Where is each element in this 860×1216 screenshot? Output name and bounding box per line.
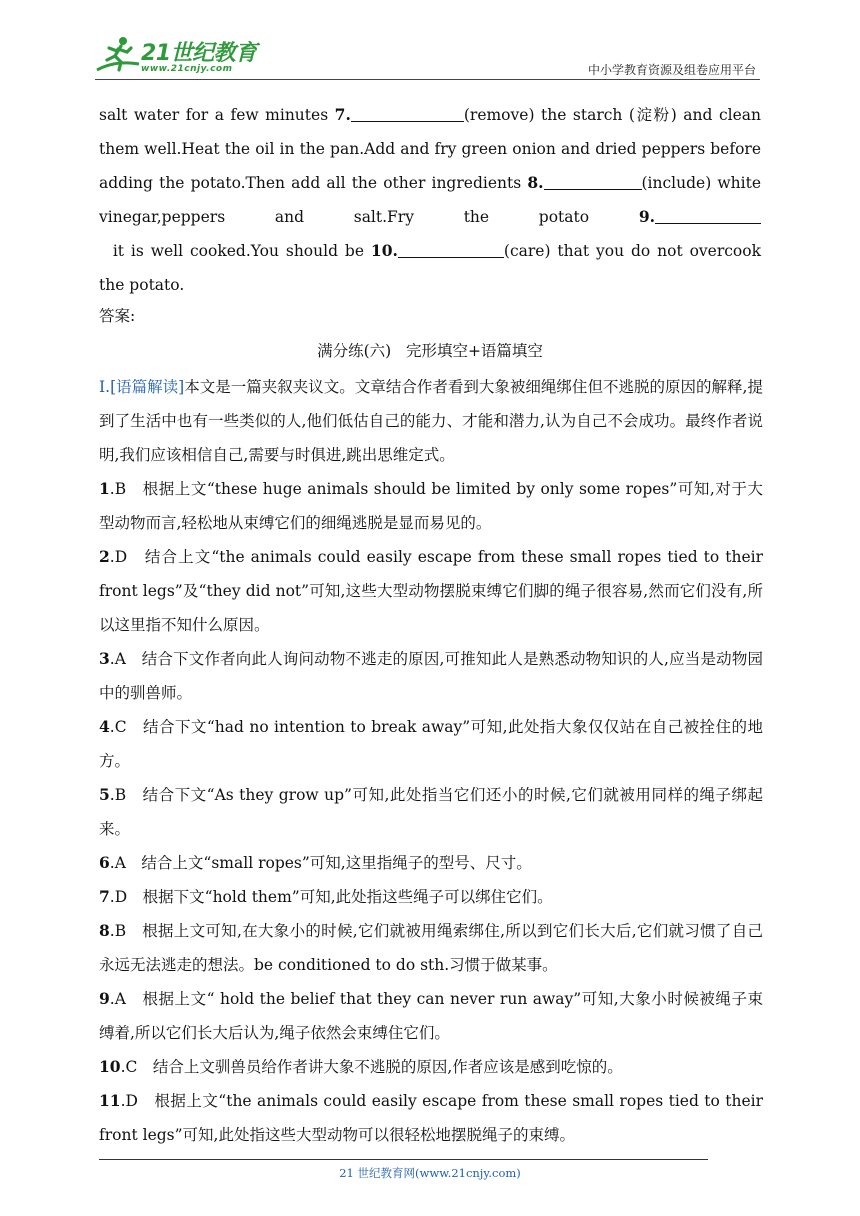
blank-number: 8. — [527, 173, 544, 192]
answer-item — [99, 778, 763, 846]
logo — [95, 34, 265, 76]
answer-item — [99, 914, 763, 982]
header-divider — [95, 79, 760, 80]
passage — [99, 98, 761, 302]
answer-item — [99, 642, 763, 710]
blank-number: 9. — [638, 207, 655, 226]
answer-explanation: .D 根据下文“hold them”可知,此处指这些绳子可以绑住它们。 — [109, 888, 553, 906]
passage-text: (remove) the starch (淀粉) and clean them well.Heat the oil in the pan.Add and fry green onion and dried peppers before adding the potato.Then add all the other ingredients — [99, 106, 761, 192]
footer-text: 21 世纪教育网(www.21cnjy.com) — [339, 1166, 521, 1180]
runner-logo-icon — [95, 34, 141, 76]
answer-item — [99, 710, 763, 778]
answer-explanation: .A 结合下文作者向此人询问动物不逃走的原因,可推知此人是熟悉动物知识的人,应当是动物园中的驯兽师。 — [99, 650, 763, 702]
answer-item — [99, 472, 763, 540]
page-header — [95, 28, 760, 80]
answer-explanation: .A 根据上文“ hold the belief that they can never run away”可知,大象小时候被绳子束缚着,所以它们长大后认为,绳子依然会束缚住它们。 — [99, 990, 763, 1042]
answer-explanation: .C 结合上文驯兽员给作者讲大象不逃脱的原因,作者应该是感到吃惊的。 — [120, 1058, 623, 1076]
answer-number: 4 — [99, 717, 110, 736]
section-roman-numeral: Ⅰ. — [99, 378, 111, 396]
passage-paragraph — [99, 98, 761, 302]
blank-number: 7. — [334, 105, 351, 124]
answer-number: 6 — [99, 853, 110, 872]
answer-explanation: .D 结合上文“the animals could easily escape from these small ropes tied to their front legs”及“they did not”可知,这些大型动物摆脱束缚它们脚的绳子很容易,然而它们没有,所以这里指不知什么原因。 — [99, 548, 763, 634]
analysis-intro — [99, 370, 763, 472]
answer-item — [99, 540, 763, 642]
answer-number: 8 — [99, 921, 110, 940]
platform-name: 中小学教育资源及组卷应用平台 — [587, 63, 756, 77]
answer-number: 9 — [99, 989, 110, 1008]
answer-explanation: .B 根据上文“these huge animals should be limited by only some ropes”可知,对于大型动物而言,轻松地从束缚它们的细绳逃脱是显而易见的。 — [99, 480, 763, 532]
answer-number: 2 — [99, 547, 110, 566]
analysis-text: 本文是一篇夹叙夹议文。文章结合作者看到大象被细绳绑住但不逃脱的原因的解释,提到了生活中也有一些类似的人,他们低估自己的能力、才能和潜力,认为自己不会成功。最终作者说明,我们应该相信自己,需要与时俱进,跳出思维定式。 — [99, 378, 763, 464]
answer-explanation: .B 根据上文可知,在大象小的时候,它们就被用绳索绑住,所以到它们长大后,它们就习惯了自己永远无法逃走的想法。be conditioned to do sth.习惯于做某事。 — [99, 922, 763, 974]
passage-text: (care) that you do not overcook the potato. — [99, 242, 761, 294]
logo-text: 21世纪教育 — [141, 41, 257, 66]
answer-item — [99, 1084, 763, 1152]
answer-number: 7 — [99, 887, 110, 906]
answer-item — [99, 1050, 763, 1084]
answer-number: 1 — [99, 479, 110, 498]
section-title: 满分练(六) 完形填空+语篇填空 — [317, 342, 543, 360]
blank-line — [351, 105, 464, 122]
blank-line — [544, 173, 642, 190]
answer-explanation: .C 结合下文“had no intention to break away”可知,此处指大象仅仅站在自己被拴住的地方。 — [99, 718, 763, 770]
answer-explanation: .B 结合下文“As they grow up”可知,此处指当它们还小的时候,它们就被用同样的绳子绑起来。 — [99, 786, 763, 838]
passage-text: it is well cooked.You should be — [99, 242, 371, 260]
answer-number: 5 — [99, 785, 110, 804]
passage-text: (include) white vinegar,peppers and salt.Fry the potato — [99, 174, 762, 226]
analysis — [99, 370, 763, 1152]
answer-item — [99, 982, 763, 1050]
answer-label: 答案: — [99, 307, 136, 325]
footer-divider — [99, 1159, 708, 1160]
answer-explanation: .A 结合上文“small ropes”可知,这里指绳子的型号、尺寸。 — [109, 854, 532, 872]
blank-line — [398, 241, 504, 258]
blank-line — [655, 207, 761, 224]
analysis-tag: [语篇解读] — [110, 378, 185, 396]
answer-number: 10 — [99, 1057, 121, 1076]
answer-item — [99, 880, 763, 914]
answer-number: 11 — [99, 1091, 121, 1110]
answer-item — [99, 846, 763, 880]
passage-text: salt water for a few minutes — [99, 106, 335, 124]
answer-list — [99, 472, 763, 1152]
logo-url: www.21cnjy.com — [141, 64, 233, 74]
answer-explanation: .D 根据上文“the animals could easily escape from these small ropes tied to their front legs”可知,此处指这些大型动物可以很轻松地摆脱绳子的束缚。 — [99, 1092, 763, 1144]
answer-number: 3 — [99, 649, 110, 668]
blank-number: 10. — [370, 241, 398, 260]
